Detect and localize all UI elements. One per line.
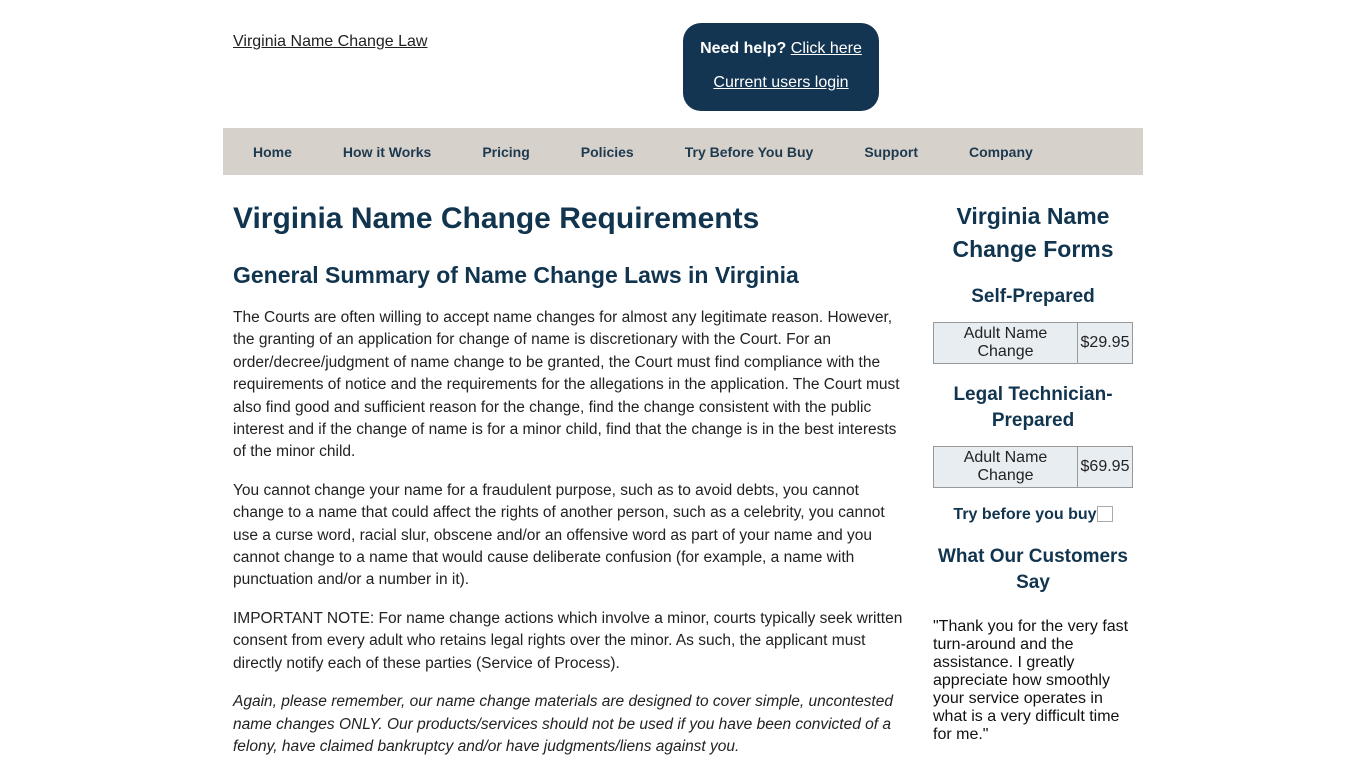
try-before-you-buy-link[interactable] (933, 506, 1133, 524)
technician-table (933, 446, 1133, 488)
help-box (683, 23, 879, 111)
nav-home[interactable]: Home (253, 143, 292, 160)
login-link[interactable]: Current users login (713, 74, 849, 91)
customers-heading: What Our Customers Say (937, 546, 1129, 593)
paragraph: Again, please remember, our name change materials are designed to cover simple, uncontested name changes ONLY. Our products/services should not be used if you have been convicted of a felony, have claimed bankruptcy and/or have judgments/liens against you. (233, 693, 893, 755)
customer-quote: "Thank you for the very fast turn-around and the assistance. I greatly appreciate how smoothly your service operates in what is a very difficult time for me." (933, 618, 1129, 743)
main-content (233, 200, 913, 774)
product-price: $69.95 (1078, 447, 1133, 488)
main-nav (223, 128, 1143, 175)
self-prepared-table (933, 322, 1133, 364)
paragraph: IMPORTANT NOTE: For name change actions which involve a minor, courts typically seek written consent from every adult who retains legal rights over the minor. As such, the applicant must directly notify each of these parties (Service of Process). (233, 609, 903, 672)
help-link[interactable]: Click here (790, 40, 862, 57)
paragraph: The Courts are often willing to accept name changes for almost any legitimate reason. However, the granting of an application for change of name is discretionary with the Court. For an order/decree/judgment of name change to be granted, the Court must find compliance with the requirements of notice and the requirements for the allegations in the application. The Court must also find good and sufficient reason for the change, find the change consistent with the public interest and if the change of name is for a minor child, find that the change is in the best interests of the minor child. (233, 309, 900, 461)
try-label: Try before you buy (953, 506, 1097, 523)
page-title: Virginia Name Change Requirements (233, 202, 760, 235)
paragraph: You cannot change your name for a fraudulent purpose, such as to avoid debts, you cannot change to a name that could affect the rights of another person, such as a celebrity, you cannot use a curse word, racial slur, obscene and/or an offensive word as part of your name and you cannot change to a name that would cause deliberate confusion (for example, a name with punctuation and/or a number in it). (233, 481, 885, 589)
self-prepared-heading: Self-Prepared (971, 286, 1095, 307)
sidebar (933, 200, 1133, 744)
sidebar-title: Virginia Name Change Forms (952, 203, 1114, 262)
product-name[interactable]: Adult Name Change (934, 323, 1078, 364)
nav-company[interactable]: Company (969, 143, 1033, 160)
nav-pricing[interactable]: Pricing (482, 143, 530, 160)
help-label: Need help? (700, 40, 787, 57)
logo-link[interactable]: Virginia Name Change Law (233, 33, 428, 50)
product-price: $29.95 (1078, 323, 1133, 364)
nav-support[interactable]: Support (864, 143, 918, 160)
page-subtitle: General Summary of Name Change Laws in Virginia (233, 262, 799, 288)
nav-policies[interactable]: Policies (580, 143, 634, 160)
nav-how-it-works[interactable]: How it Works (342, 143, 432, 160)
nav-try-before-you-buy[interactable]: Try Before You Buy (684, 143, 814, 160)
technician-heading: Legal Technician-Prepared (953, 384, 1113, 431)
broken-image-icon (1097, 506, 1113, 522)
product-name[interactable]: Adult Name Change (934, 447, 1078, 488)
